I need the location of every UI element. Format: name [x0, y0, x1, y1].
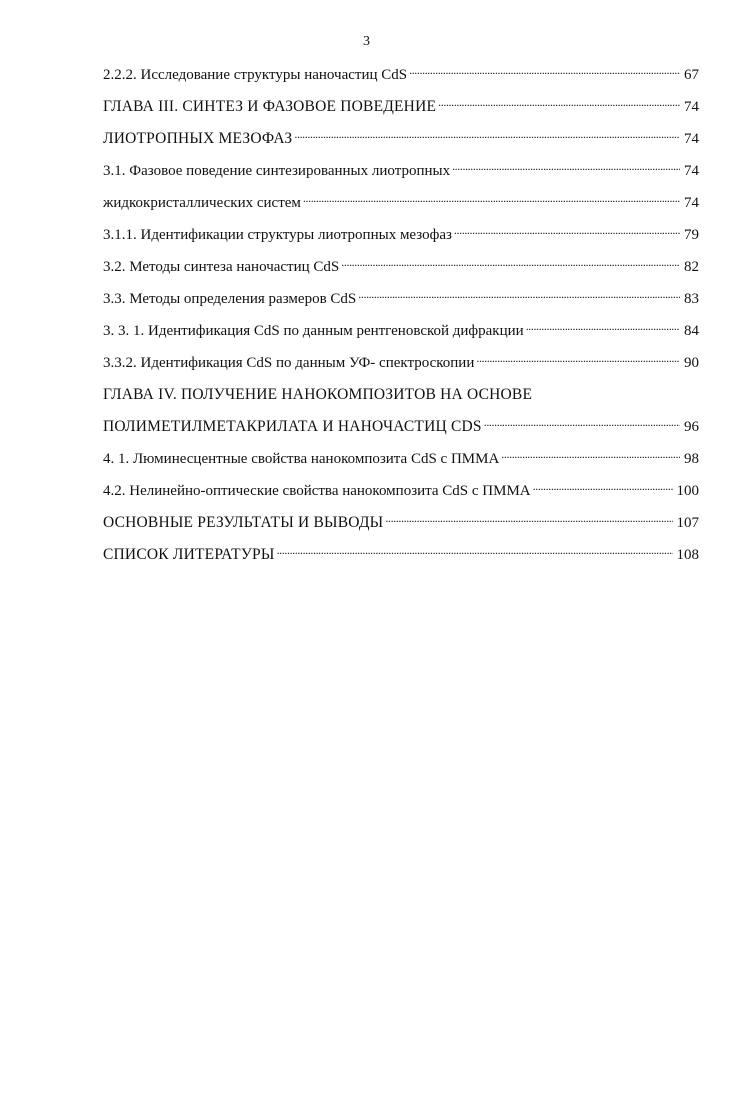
toc-entry-page: 82	[684, 259, 699, 275]
dot-leader	[484, 413, 680, 431]
toc-entry	[103, 509, 699, 541]
toc-entry-page: 67	[684, 67, 699, 83]
toc-entry	[103, 253, 699, 285]
toc-entry	[103, 317, 699, 349]
toc-entry-title: 3.2. Методы синтеза наночастиц CdS	[103, 259, 340, 275]
toc-entry	[103, 221, 699, 253]
toc-entry-page: 83	[684, 291, 699, 307]
toc-entry	[103, 125, 699, 157]
toc-entry	[103, 93, 699, 125]
toc-entry	[103, 477, 699, 509]
toc-entry	[103, 541, 699, 573]
toc-entry-page: 79	[684, 227, 699, 243]
toc-entry	[103, 445, 699, 477]
toc-entry-page: 84	[684, 323, 699, 339]
toc-entry-title: 4. 1. Люминесцентные свойства нанокомпозита CdS с ПММА	[103, 451, 500, 467]
toc-entry-title: 3.3.2. Идентификация CdS по данным УФ- спектроскопии	[103, 355, 475, 371]
toc-entry	[103, 157, 699, 189]
dot-leader	[452, 157, 680, 175]
dot-leader	[533, 477, 673, 495]
toc-entry-page: 96	[684, 419, 699, 435]
toc-entry	[103, 61, 699, 93]
toc-entry-page: 74	[684, 131, 699, 147]
toc-entry-title: 3.1.1. Идентификации структуры лиотропных мезофаз	[103, 227, 452, 243]
dot-leader	[303, 189, 680, 207]
toc-entry-title: ГЛАВА IV. ПОЛУЧЕНИЕ НАНОКОМПОЗИТОВ НА ОСНОВЕ	[103, 386, 533, 403]
toc-entry	[103, 381, 699, 413]
toc-entry-page: 74	[684, 195, 699, 211]
toc-entry-title: СПИСОК ЛИТЕРАТУРЫ	[103, 546, 275, 563]
dot-leader	[294, 125, 680, 143]
dot-leader	[358, 285, 680, 303]
toc-entry-page: 98	[684, 451, 699, 467]
dot-leader	[341, 253, 680, 271]
dot-leader	[438, 93, 680, 111]
toc-entry-title: 3. 3. 1. Идентификация CdS по данным рентгеновской дифракции	[103, 323, 524, 339]
dot-leader	[454, 221, 680, 239]
toc-entry-page: 100	[676, 483, 699, 499]
toc-entry-title: 4.2. Нелинейно-оптические свойства нанокомпозита CdS с ПММА	[103, 483, 531, 499]
toc-entry-page: 90	[684, 355, 699, 371]
toc-entry	[103, 189, 699, 221]
toc-entry-page: 107	[676, 515, 699, 531]
toc-entry-title: ЛИОТРОПНЫХ МЕЗОФАЗ	[103, 130, 293, 147]
toc-entry-title: ГЛАВА III. СИНТЕЗ И ФАЗОВОЕ ПОВЕДЕНИЕ	[103, 98, 437, 115]
toc-entry-title: 3.1. Фазовое поведение синтезированных лиотропных	[103, 163, 451, 179]
dot-leader	[409, 61, 680, 79]
toc-entry-page: 108	[676, 547, 699, 563]
dot-leader	[526, 317, 680, 335]
dot-leader	[534, 381, 695, 399]
toc-entry-title: ПОЛИМЕТИЛМЕТАКРИЛАТА И НАНОЧАСТИЦ CDS	[103, 418, 482, 435]
toc-entry-page: 74	[684, 99, 699, 115]
dot-leader	[385, 509, 672, 527]
page-number: 3	[363, 34, 370, 49]
toc-entry-title: жидкокристаллических систем	[103, 195, 301, 211]
toc-entry	[103, 285, 699, 317]
dot-leader	[476, 349, 680, 367]
dot-leader	[277, 541, 673, 559]
dot-leader	[501, 445, 680, 463]
toc-entry-title: 3.3. Методы определения размеров CdS	[103, 291, 357, 307]
toc-entry-title: 2.2.2. Исследование структуры наночастиц CdS	[103, 67, 408, 83]
toc-entry-title: ОСНОВНЫЕ РЕЗУЛЬТАТЫ И ВЫВОДЫ	[103, 514, 384, 531]
table-of-contents	[103, 61, 699, 573]
toc-entry	[103, 413, 699, 445]
toc-entry-page: 74	[684, 163, 699, 179]
toc-entry	[103, 349, 699, 381]
